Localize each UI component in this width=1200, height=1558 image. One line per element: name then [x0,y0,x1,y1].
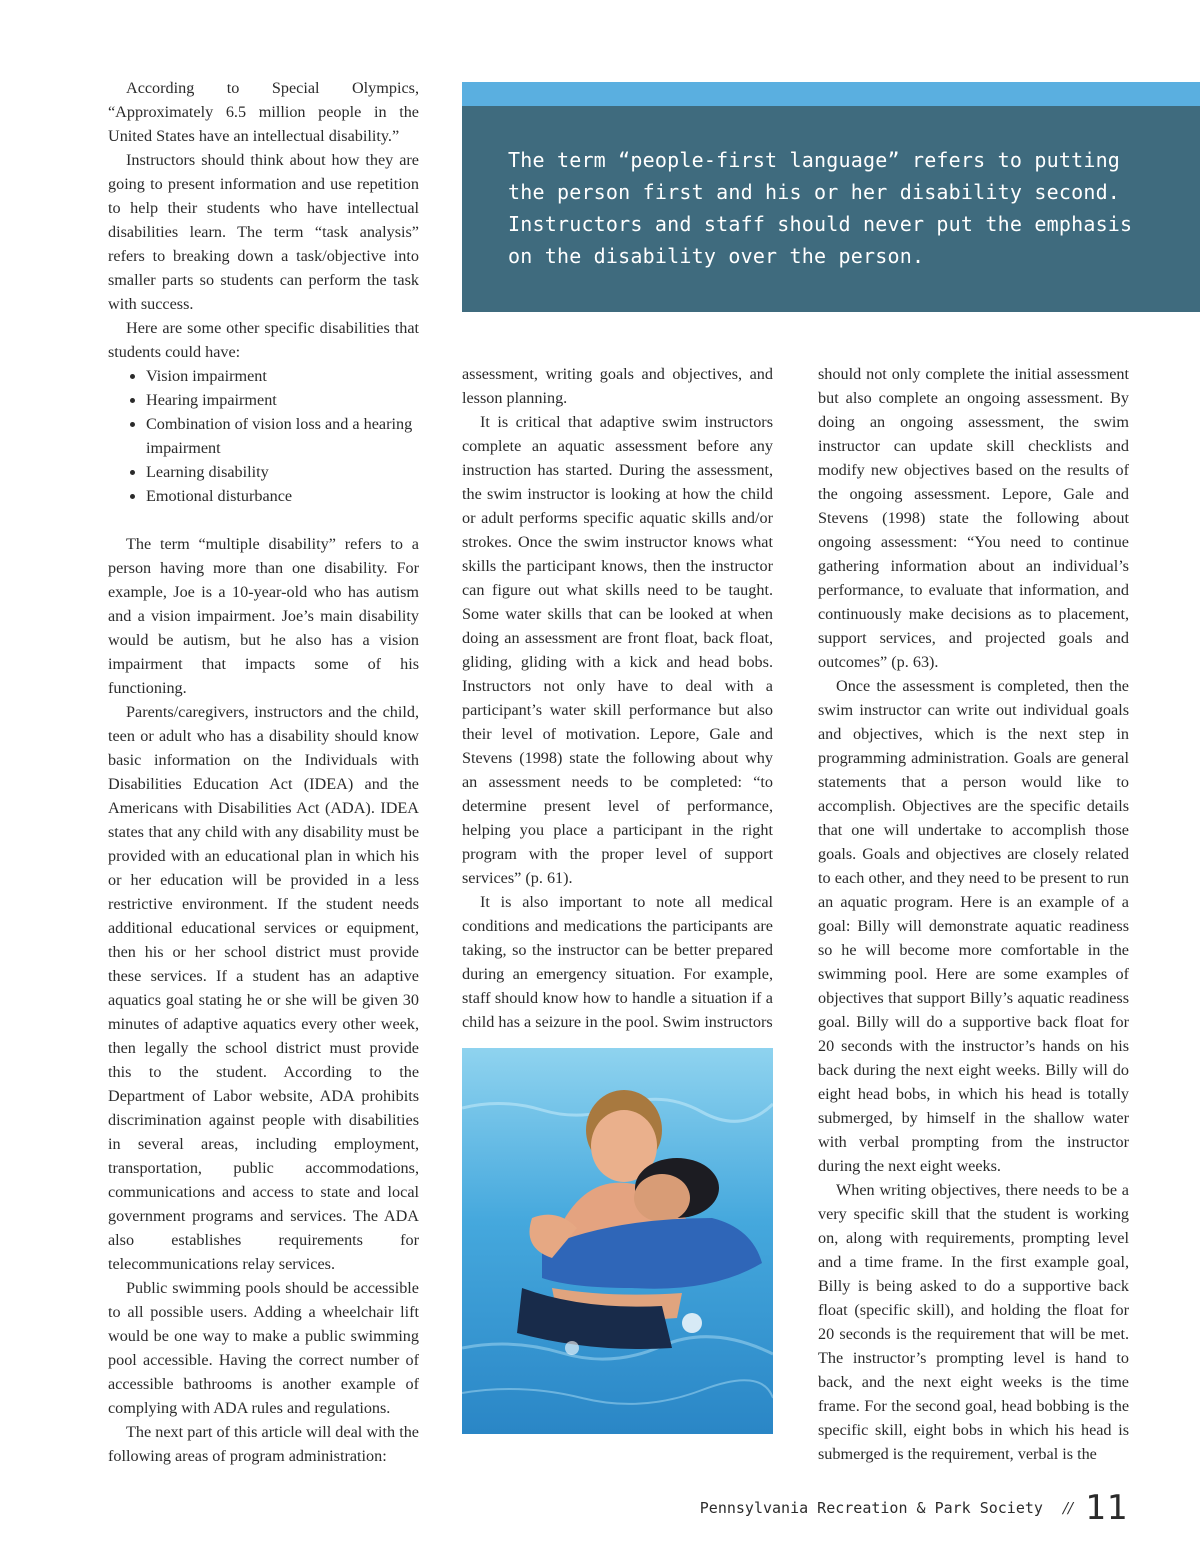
pull-quote-accent-bar [462,82,1200,106]
disability-list [108,364,419,508]
paragraph: assessment, writing goals and objectives, and lesson planning. [462,365,773,407]
page-footer [700,1488,1128,1528]
paragraph: Here are some other specific disabilities that students could have: [108,319,419,361]
photo-illustration [462,1048,773,1434]
list-item: • Learning disability [146,460,419,484]
paragraph: Instructors should think about how they are going to present information and use repetition to help their students who have intellectual disabilities learn. The term “task analysis” refers to breaking down a task/objective into smaller parts so students can perform the task with success. [108,151,419,313]
pull-quote [462,106,1200,312]
article-column-1 [108,76,419,1468]
list-item: • Combination of vision loss and a hearing impairment [146,412,419,460]
paragraph: When writing objectives, there needs to be a very specific skill that the student is working on, along with requirements, prompting level and a time frame. In the first example goal, Billy is being asked to do a supportive back float (specific skill), and holding the float for 20 seconds is the requirement that will be met. The instructor’s prompting level is hand to back, and the next eight weeks is the time frame. For the second goal, head bobbing is the specific skill, eight bobs in which his head is submerged is the requirement, verbal is the [818,1181,1129,1463]
swimming-photo [462,1048,773,1434]
paragraph: Once the assessment is completed, then the swim instructor can write out individual goals and objectives, which is the next step in programming administration. Goals are general statements that a person would like to accomplish. Objectives are the specific details that one will undertake to accomplish those goals. Goals and objectives are closely related to each other, and they need to be present to run an aquatic program. Here is an example of a goal: Billy will demonstrate aquatic readiness so he will become more comfortable in the swimming pool. Here are some examples of objectives that support Billy’s aquatic readiness goal. Billy will do a supportive back float for 20 seconds with the instructor’s hands on his back during the next eight weeks. Billy will do eight head bobs, in which his head is totally submerged, by himself in the shallow water with verbal prompting from the instructor during the next eight weeks. [818,677,1129,1175]
spacer [108,508,419,532]
paragraph: It is critical that adaptive swim instructors complete an aquatic assessment before any instruction has started. During the assessment, the swim instructor is looking at how the child or adult performs specific aquatic skills and/or strokes. Once the swim instructor knows what skills the participant knows, then the instructor can figure out what skills need to be taught. Some water skills that can be looked at when doing an assessment are front float, back float, gliding, gliding with a kick and head bobs. Instructors not only have to deal with a participant’s water skill performance but also their level of motivation. Lepore, Gale and Stevens (1998) state the following about why an assessment needs to be completed: “to determine present level of performance, helping you place a participant in the right program with the proper level of support services” (p. 61). [462,413,773,887]
page-number: 11 [1085,1488,1128,1528]
article-column-2 [462,362,773,1034]
paragraph: It is also important to note all medical conditions and medications the participants are taking, so the instructor can be better prepared during an emergency situation. For example, staff should know how to handle a situation if a child has a seizure in the pool. Swim instructors [462,893,773,1031]
paragraph: The next part of this article will deal with the following areas of program administration: [108,1423,419,1465]
article-column-3 [818,362,1129,1466]
paragraph: should not only complete the initial assessment but also complete an ongoing assessment. By doing an ongoing assessment, the swim instructor can update skill checklists and modify new objectives based on the results of the ongoing assessment. Lepore, Gale and Stevens (1998) state the following about ongoing assessment: “You need to continue gathering information about an individual’s performance, to evaluate that information, and continuously make decisions as to placement, support services, and projected goals and outcomes” (p. 63). [818,365,1129,671]
paragraph: Public swimming pools should be accessible to all possible users. Adding a wheelchair lift would be one way to make a public swimming pool accessible. Having the correct number of accessible bathrooms is another example of complying with ADA rules and regulations. [108,1279,419,1417]
publication-name: Pennsylvania Recreation & Park Society [699,1499,1043,1517]
footer-separator: // [1062,1499,1074,1517]
list-item: • Emotional disturbance [146,484,419,508]
pull-quote-text: The term “people-first language” refers to putting the person first and his or her disability second. Instructors and staff should never put the emphasis on the disability over the person. [508,148,1133,268]
paragraph: According to Special Olympics, “Approximately 6.5 million people in the United States have an intellectual disability.” [108,79,419,145]
list-item: • Hearing impairment [146,388,419,412]
paragraph: The term “multiple disability” refers to a person having more than one disability. For example, Joe is a 10-year-old who has autism and a vision impairment. Joe’s main disability would be autism, but he also has a vision impairment that impacts some of his functioning. [108,535,419,697]
list-item: • Vision impairment [146,364,419,388]
paragraph: Parents/caregivers, instructors and the child, teen or adult who has a disability should know basic information on the Individuals with Disabilities Education Act (IDEA) and the Americans with Disabilities Act (ADA). IDEA states that any child with any disability must be provided with an educational plan in which his or her education will be provided in a less restrictive environment. If the student needs additional educational services or equipment, then his or her school district must provide these services. If a student has an adaptive aquatics goal stating he or she will be given 30 minutes of adaptive aquatics every other week, then legally the school district must provide this to the student. According to the Department of Labor website, ADA prohibits discrimination against people with disabilities in several areas, including employment, transportation, public accommodations, communications and access to state and local government programs and services. The ADA also establishes requirements for telecommunications relay services. [108,703,419,1273]
